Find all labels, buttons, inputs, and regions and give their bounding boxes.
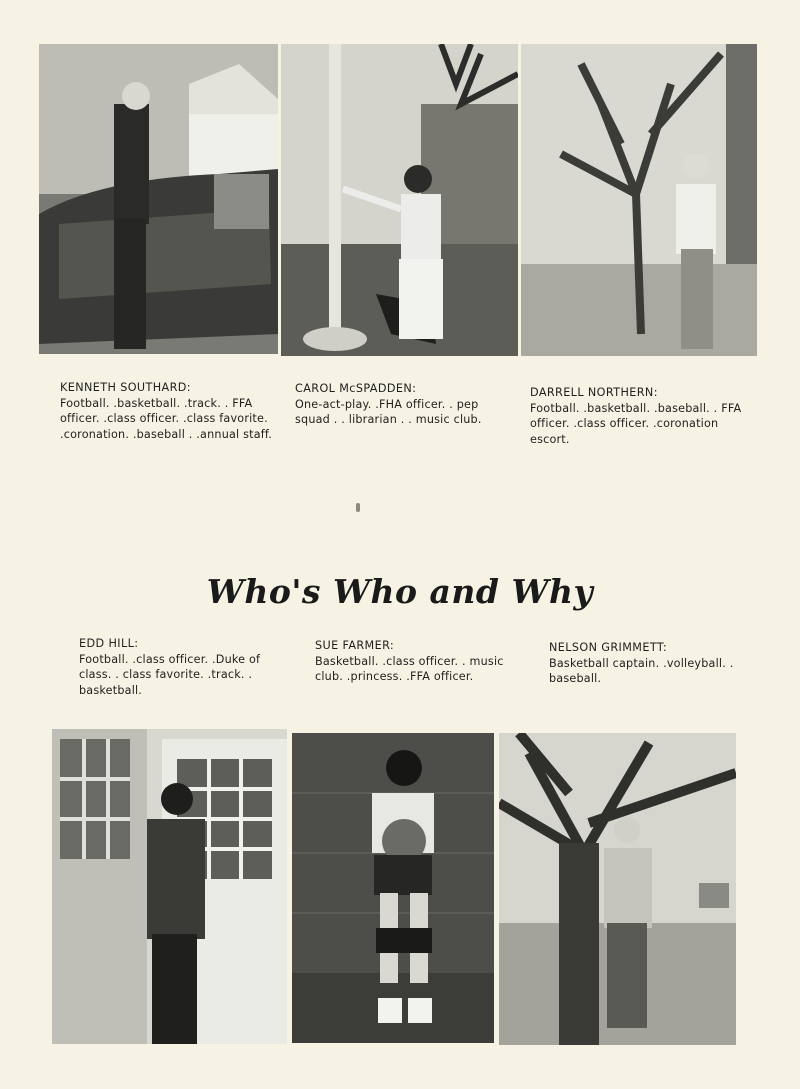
student-name: EDD HILL: <box>79 637 139 650</box>
photo-carol-mcspadden <box>281 44 518 356</box>
photo-kenneth-southard <box>39 44 278 354</box>
student-activities: Football. .basketball. .track. . FFA officer. .class officer. .class favorite. .coronation. .baseball . .annual staff. <box>60 396 272 441</box>
page-title: Who's Who and Why <box>206 572 594 611</box>
student-activities: Basketball. .class officer. . music club. .princess. .FFA officer. <box>315 654 504 684</box>
caption-edd-hill <box>79 636 284 698</box>
student-activities: Football. .basketball. .baseball. . FFA officer. .class officer. .coronation escort. <box>530 401 742 446</box>
caption-kenneth-southard <box>60 380 275 442</box>
student-activities: Basketball captain. .volleyball. . baseball. <box>549 656 734 686</box>
photo-edd-hill <box>52 729 287 1044</box>
student-name: SUE FARMER: <box>315 639 395 652</box>
student-name: KENNETH SOUTHARD: <box>60 381 191 394</box>
caption-darrell-northern <box>530 385 745 447</box>
student-activities: Football. .class officer. .Duke of class. . class favorite. .track. . basketball. <box>79 652 261 697</box>
student-name: CAROL McSPADDEN: <box>295 382 417 395</box>
student-name: DARRELL NORTHERN: <box>530 386 658 399</box>
caption-nelson-grimmett <box>549 640 759 687</box>
student-name: NELSON GRIMMETT: <box>549 641 668 654</box>
photo-darrell-northern <box>521 44 757 356</box>
student-activities: One-act-play. .FHA officer. . pep squad . . librarian . . music club. <box>295 397 482 427</box>
print-speck <box>356 503 360 512</box>
caption-sue-farmer <box>315 638 525 685</box>
photo-nelson-grimmett <box>499 733 736 1045</box>
caption-carol-mcspadden <box>295 381 500 428</box>
photo-sue-farmer <box>292 733 494 1043</box>
